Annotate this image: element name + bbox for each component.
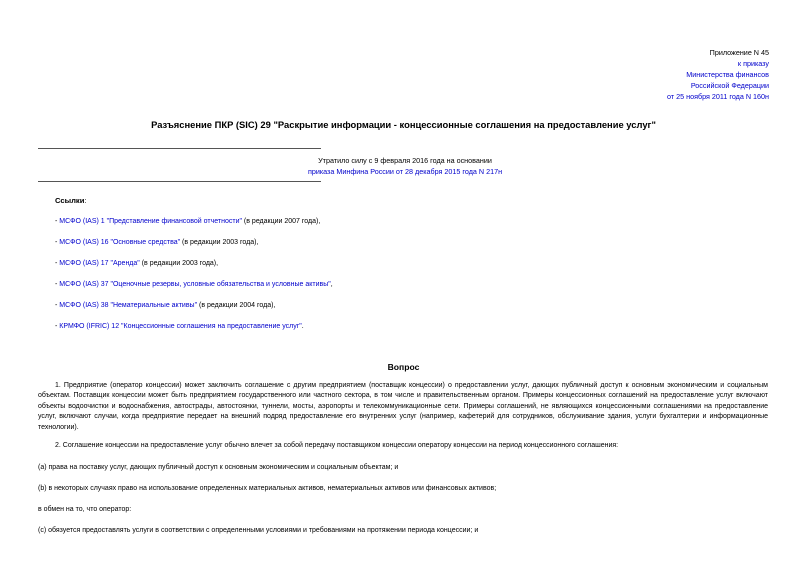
paragraph-2: 2. Соглашение концессии на предоставление услуг обычно влечет за собой передачу поставщиком концессии оператору концессии на период концессионного соглашения: — [55, 442, 619, 449]
reference-link[interactable]: МСФО (IAS) 17 "Аренда" — [59, 260, 140, 267]
references-heading — [55, 196, 87, 205]
document-title: Разъяснение ПКР (SIC) 29 "Раскрытие информации - концессионные соглашения на предоставление услуг" — [151, 119, 656, 130]
appendix-block — [667, 47, 769, 102]
reference-item — [55, 216, 333, 237]
reference-suffix: (в редакции 2003 года), — [139, 260, 219, 267]
reference-prefix: - — [55, 281, 60, 288]
paragraph-1: 1. Предприятие (оператор концессии) может заключить соглашение с другим предприятием (поставщик концессии) о предоставлении услуг, дающих публичный доступ к основным экономическим и социальным объектам. Поставщик концессии может быть предприятием государственного или частного сектора, в том числе и правительственным органом. Примеры концессионных соглашений на предоставление услуг включают объекты водоочистки и водоснабжения, автострады, автостоянки, туннели, мосты, аэропорты и телекоммуникационные сети. Примеры соглашений, не являющихся концессионными соглашениями на предоставление услуг, включают случаи, когда предприятие передает на внешний подряд предоставление его внутренних услуг (например, кафетерий для сотрудников, обслуживание здания, услуги бухгалтерии и информационные технологии). — [38, 382, 768, 431]
reference-item — [55, 258, 333, 279]
reference-item — [55, 300, 333, 321]
bottom-divider — [38, 181, 321, 182]
reference-link[interactable]: МСФО (IAS) 37 "Оценочные резервы, условные обязательства и условные активы" — [59, 281, 331, 288]
reference-prefix: - — [55, 218, 60, 225]
reference-suffix: . — [301, 323, 304, 330]
reference-item — [55, 321, 333, 342]
reference-suffix: , — [330, 281, 333, 288]
reference-suffix: (в редакции 2003 года), — [180, 239, 259, 246]
reference-prefix: - — [55, 260, 60, 267]
lost-force-link[interactable]: приказа Минфина России от 28 декабря 2015 года N 217н — [307, 167, 503, 176]
order-link-line1[interactable]: к приказу — [737, 59, 769, 68]
reference-item — [55, 237, 333, 258]
lost-force-note — [300, 155, 510, 177]
reference-link[interactable]: МСФО (IAS) 38 "Нематериальные активы" — [59, 302, 198, 309]
reference-link[interactable]: МСФО (IAS) 16 "Основные средства" — [59, 239, 181, 246]
reference-suffix: (в редакции 2004 года), — [197, 302, 276, 309]
paragraph-exchange: в обмен на то, что оператор: — [38, 506, 132, 513]
lost-force-text: Утратило силу с 9 февраля 2016 года на основании — [318, 156, 492, 165]
order-link-line3[interactable]: Российской Федерации — [690, 81, 769, 90]
order-link-line4[interactable]: от 25 ноября 2011 года N 160н — [667, 92, 769, 101]
reference-prefix: - — [55, 239, 60, 246]
reference-link[interactable]: МСФО (IAS) 1 "Представление финансовой отчетности" — [59, 218, 242, 225]
paragraph-c: (c) обязуется предоставлять услуги в соответствии с определенными условиями и требованиями на протяжении периода концессии; и — [38, 527, 479, 534]
references-list — [55, 216, 333, 342]
appendix-number: Приложение N 45 — [709, 48, 769, 57]
references-heading-colon: : — [84, 196, 87, 205]
reference-item — [55, 279, 333, 300]
references-heading-text: Ссылки — [55, 196, 85, 205]
paragraph-b: (b) в некоторых случаях право на использование определенных материальных активов, нематериальных активов или финансовых активов; — [38, 485, 497, 492]
reference-prefix: - — [55, 302, 60, 309]
reference-prefix: - — [55, 323, 60, 330]
top-divider — [38, 148, 321, 149]
reference-suffix: (в редакции 2007 года), — [241, 218, 321, 225]
order-link-line2[interactable]: Министерства финансов — [686, 70, 769, 79]
question-heading: Вопрос — [387, 362, 420, 372]
paragraph-a: (a) права на поставку услуг, дающих публичный доступ к основным экономическим и социальным объектам; и — [38, 464, 399, 471]
reference-link[interactable]: КРМФО (IFRIC) 12 "Концессионные соглашения на предоставление услуг" — [59, 323, 302, 330]
